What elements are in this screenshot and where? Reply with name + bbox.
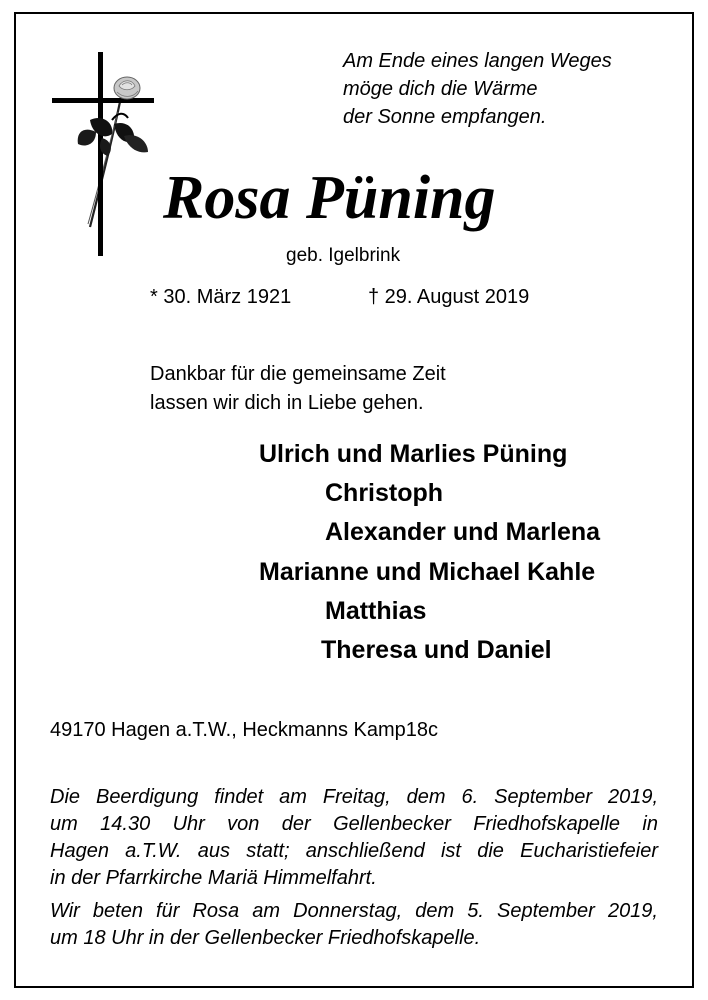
funeral-line: in der Pfarrkirche Mariä Himmelfahrt.: [50, 867, 377, 889]
thanks-text: [150, 360, 446, 418]
thanks-line: Dankbar für die gemeinsame Zeit: [150, 363, 446, 385]
funeral-line: Hagen a.T.W. aus statt; anschließend ist die Eucharistiefeier: [50, 840, 658, 862]
mourner-name: Matthias: [325, 597, 427, 625]
prayer-line: um 18 Uhr in der Gellenbecker Friedhofskapelle.: [50, 927, 481, 949]
prayer-info: [50, 898, 658, 952]
mourner-name: Ulrich und Marlies Püning: [259, 440, 568, 468]
quote-line: Am Ende eines langen Weges: [343, 50, 612, 72]
birth-date: * 30. März 1921: [150, 286, 292, 308]
mourner-name: Alexander und Marlena: [325, 518, 601, 546]
mourner-name: Christoph: [325, 479, 444, 507]
mourner-name: Marianne und Michael Kahle: [259, 558, 596, 586]
death-date: † 29. August 2019: [368, 286, 530, 308]
quote-line: der Sonne empfangen.: [343, 106, 547, 128]
funeral-line: Die Beerdigung findet am Freitag, dem 6. September 2019,: [50, 786, 658, 808]
thanks-line: lassen wir dich in Liebe gehen.: [150, 392, 424, 414]
cross-with-rose-icon: [52, 52, 154, 256]
funeral-info: [50, 784, 658, 892]
funeral-line: um 14.30 Uhr von der Gellenbecker Friedhofskapelle in: [50, 813, 658, 835]
opening-quote: [343, 47, 612, 131]
prayer-line: Wir beten für Rosa am Donnerstag, dem 5. September 2019,: [50, 900, 658, 922]
deceased-name: Rosa Püning: [163, 164, 496, 232]
mourner-name: Theresa und Daniel: [321, 636, 552, 664]
birth-name: geb. Igelbrink: [286, 245, 401, 266]
family-address: 49170 Hagen a.T.W., Heckmanns Kamp18c: [50, 719, 438, 741]
quote-line: möge dich die Wärme: [343, 78, 538, 100]
